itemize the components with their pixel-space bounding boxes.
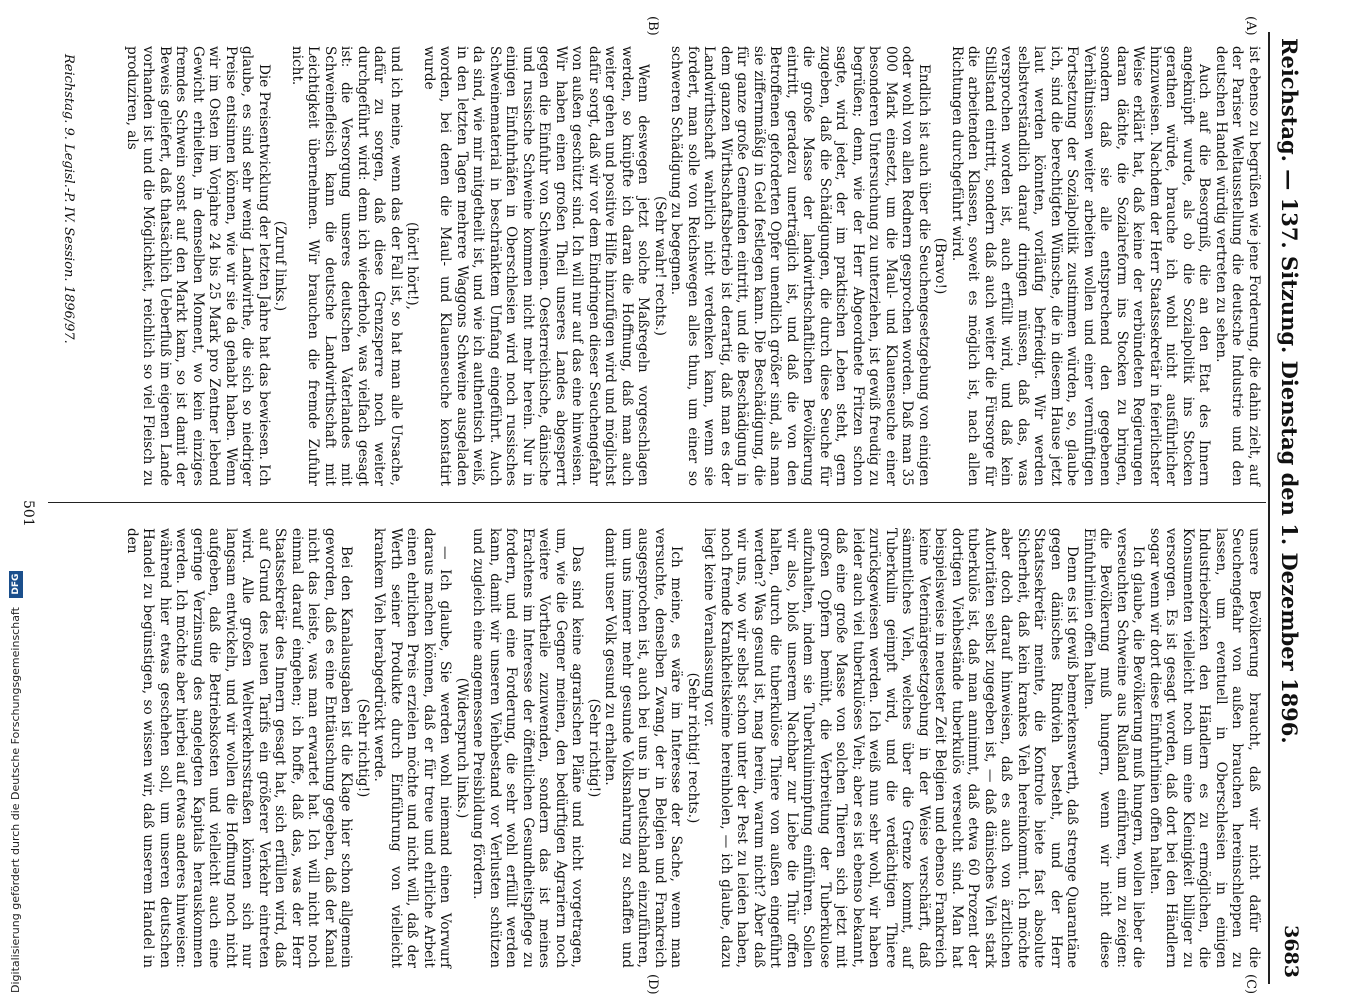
interjection: (Sehr richtig! rechts.) — [685, 672, 701, 824]
column-divider — [48, 502, 1266, 503]
interjection: (Widerspruch links.) — [454, 677, 470, 819]
header-title: Reichstag. — 137. Sitzung. Dienstag den 1. Dezember 1896. — [1277, 38, 1302, 744]
header-page-number: 3683 — [1280, 925, 1302, 978]
paragraph: Ich glaube, die Bevölkerung muß hungern, wollen lieber die verseuchten Schweine aus Rußland einführen, um zu zeigen: die Bevölkerung muß hungern, wenn wir nicht diese Einfuhrlinien offen halten. — [1081, 528, 1147, 968]
paragraph: — Ich glaube, Sie werden wohl niemand einen Vorwurf daraus machen können, daß er für treue und ehrliche Arbeit einen ehrlichen Preis erzielen möchte und nicht will, daß der Werth seiner Produkte durch Einführung von vielleicht krankem Vieh herabgedrückt werde. — [371, 528, 454, 968]
footer-page-number: 501 — [20, 500, 36, 527]
digitization-text: Digitalisierung gefördert durch die Deutsche Forschungsgemeinschaft — [9, 607, 22, 993]
interjection: (Sehr richtig!) — [586, 698, 602, 798]
interjection: (Sehr wahr! rechts.) — [652, 196, 668, 336]
paragraph: Wenn deswegen jetzt solche Maßregeln vorgeschlagen werden, so knüpfte ich daran die Hoffnung, daß man auch weiter gehen und positive Hilfe hinzufügen wird und möglichst dafür sorgt, daß wir vor dem Eindringen dieser Seuchengefahr von außen geschützt sind. Ich will nur auf das eine hinweisen. Wir haben einen großen Theil unseres Landes abgesperrt gegen die Einfuhr von Schweinen. Oesterreichische, dänische und russische Schweine kommen nicht mehr herein. Nur in einigen Einfuhrhäfen in Oberschlesien wird noch russisches Schweinematerial in beschränktem Umfang eingeführt. Auch da sind, wie mir mitgetheilt ist, und wie ich authentisch weiß, in den letzten Tagen mehrere Waggons Schweine ausgeladen worden, bei denen die Maul- und Klauenseuche konstatirt wurde — [421, 46, 652, 486]
header-rule — [1268, 32, 1270, 984]
paragraph: und ich meine, wenn das der Fall ist, so hat man alle Ursache, dafür zu sorgen, daß diese Grenzsperre noch weiter durchgeführt wird: denn ich wiederhole, was vielfach gesagt ist: die Versorgung unseres deutschen Vaterlandes mit Schweinefleisch kann die deutsche Landwirthschaft mit Leichtigkeit übernehmen. Wir brauchen die fremde Zufuhr nicht. — [289, 46, 404, 486]
paragraph: ist ebenso zu begrüßen wie jene Forderung, die dahin zielt, auf der Pariser Weltausstellung die deutsche Industrie und den deutschen Handel würdig vertreten zu sehen. — [1213, 46, 1262, 486]
margin-label-a: (A) — [1243, 16, 1258, 36]
right-column — [124, 528, 1263, 968]
margin-label-d: (D) — [645, 974, 660, 995]
margin-label-b: (B) — [645, 16, 660, 36]
paragraph: Die Preisentwicklung der letzten Jahre hat das bewiesen. Ich glaube, es sind sehr wenig Landwirthe, die sich so niedriger Preise entsinnen können, wie wir sie da gehabt haben. Wenn wir im Osten im Vorjahre 24 bis 25 Mark pro Zentner lebend Gewicht erhielten, in demselben Moment, wo kein einziges fremdes Schwein sonst auf den Markt kam, so ist damit der Beweis geliefert, daß thatsächlich Ueberfluß im eigenen Lande vorhanden ist und die Möglichkeit, reichlich so viel Fleisch zu produziren, als — [124, 46, 272, 486]
paragraph: unsere Bevölkerung braucht, daß wir nicht dafür die Seuchengefahr von außen brauchen hereinschleppen zu lassen, um eventuell in Oberschlesien in einigen Industriebezirken den Händlern es zu ermöglichen, die Konsumenten vielleicht noch um eine Kleinigkeit billiger zu versorgen. Es ist gesagt worden, daß dort bei den Händlern sogar wenn wir dort diese Einfuhrlinien offen halten. — [1147, 528, 1262, 968]
page-header — [1272, 38, 1302, 978]
dfg-logo: DFG — [9, 571, 23, 598]
interjection: (hört! hört!), — [404, 222, 421, 310]
paragraph: Denn es ist gewiß bemerkenswerth, daß strenge Quarantäne gegen dänisches Rindvieh besteht, und der Herr Staatssekretär meinte, die Kontrole biete fast absolute Sicherheit, daß kein krankes Vieh hereinkommt. Ich möchte aber doch darauf hinweisen, daß es auch von ärztlichen Autoritäten selbst zugegeben ist, — daß dänisches Vieh stark tuberkulös ist, daß man annimmt, daß etwa 60 Prozent der dortigen Viehbestände tuberkulös verseucht sind. Man hat beispielsweise in neuester Zeit Belgien und ebenso Frankreich keine Veterinärgesetzgebung in der Weise verschärft, daß sämmtliches Vieh, welches über die Grenze kommt, auf Tuberkulin geimpft wird, und die verdächtigen Thiere zurückgewiesen werden. Ich weiß nun sehr wohl, wir haben leider auch viel tuberkulöses Vieh; aber es ist ebenso bekannt, daß eine große Masse von solchen Thieren sich jetzt mit großen Opfern bemüht, die Verbreitung der Tuberkulose aufzuhalten, indem sie Tuberkulinimpfung einführen. Sollen wir also, bloß unserem Nachbar zur Liebe die Thür offen halten, durch die tuberkulöse Thiere von außen eingeführt werden? Was gesund ist, mag herein, warum nicht? Aber daß wir uns, wo wir selbst schon unter der Pest zu leiden haben, noch fremde Krankheitskeime hereinholen, — ich glaube, dazu liegt keine Veranlassung vor. — [701, 528, 1081, 968]
paragraph: Das sind keine agrarischen Pläne und nicht vorgetragen, um, wie die Gegner meinen, den bedürftigen Agrariern noch weitere Vortheile zuzuwenden, sondern das ist meines Erachtens im Interesse der öffentlichen Gesundheitspflege zu fordern, und eine Forderung, die sehr wohl erfüllt werden kann, damit wir unseren Viehbestand vor Verlusten schützen und zugleich eine angemessene Preisbildung fördern. — [470, 528, 586, 968]
footer-source: Reichstag. 9. Legisl.-P. IV. Session. 1896/97. — [61, 54, 76, 344]
left-column — [124, 46, 1263, 486]
margin-label-c: (C) — [1243, 974, 1258, 995]
paragraph: Endlich ist auch über die Seuchengesetzgebung von einigen oder wohl von allen Rednern gesprochen worden. Daß man 35 000 Mark einsetzt, um die Maul- und Klauenseuche einer besonderen Untersuchung zu unterziehen, ist gewiß freudig zu begrüßen; denn, wie der Herr Abgeordnete Fritzen schon sagte, wird jeder, der im praktischen Leben steht, gern zugeben, daß die Schädigungen, die durch diese Seuche für die große Masse der landwirthschaftlichen Bevölkerung eintritt, geradezu unerträglich ist, und daß die von den Betroffenen geforderten Opfer unendlich größer sind, als man sie ziffernmäßig in Geld festlegen kann. Die Beschädigung, die für ganze große Gemeinden eintritt, und die Beschädigung in dem ganzen Wirthschaftsbetrieb ist derartig, daß man es der Landwirthschaft wahrlich nicht verdenken kann, wenn sie fordert, man solle von Reichswegen alles thun, um einer so schweren Schädigung zu begegnen. — [668, 46, 932, 486]
interjection: (Zuruf links.) — [272, 220, 289, 312]
digitization-note — [4, 573, 28, 993]
paragraph: Ich meine, es wäre im Interesse der Sache, wenn man versuchte, denselben Zwang, der in Belgien und Frankreich ausgesprochen ist, auch bei uns in Deutschland einzuführen, um uns immer mehr gesunde Volksnahrung zu schaffen und damit unser Volk gesund zu erhalten. — [602, 528, 685, 968]
interjection: (Bravo!) — [932, 237, 949, 295]
scanned-page — [8, 8, 1308, 1008]
interjection: (Sehr richtig!) — [355, 698, 371, 798]
paragraph: Auch auf die Besorgniß, die an den Etat des Innern angeknüpft wurde, als ob die Sozialpolitik ins Stocken gerathen würde, brauche ich wohl nicht ausführlicher hinzuweisen. Nachdem der Herr Staatssekretär in feierlichster Weise erklärt hat, daß keine der verbündeten Regierungen daran dächte, die Sozialreform ins Stocken zu bringen, sondern daß sie alle entsprechend den gegebenen Verhältnissen weiter arbeiten wollen und einer vernünftigen Fortsetzung der Sozialpolitik zustimmen würden, so, glaube ich, sind die berechtigten Wünsche, die in diesem Hause jetzt laut werden könnten, vorläufig befriedigt. Wir werden selbstverständlich darauf dringen müssen, daß das, was versprochen worden ist, auch erfüllt wird, und daß kein Stillstand eintritt, sondern daß auch weiter die Fürsorge für die arbeitenden Klassen, soweit es möglich ist, nach allen Richtungen durchgeführt wird. — [949, 46, 1213, 486]
paragraph: Bei den Kanalausgaben ist die Klage hier schon allgemein geworden, daß es eine Enttäuschung gegeben, daß der Kanal nicht das leiste, was man erwartet hat. Ich will nicht noch einmal darauf eingehen; ich hoffe, daß das, was der Herr Staatssekretär des Innern gesagt hat, sich erfüllen wird, daß auf Grund des neuen Tarifs ein größerer Verkehr eintreten wird. Alle großen Weltverkehrsstraßen können sich nur langsam entwickeln, und wir wollen die Hoffnung noch nicht aufgeben, daß die Betriebskosten und vielleicht auch eine geringe Verzinsung des angelegten Kapitals herauskommen werden. Ich möchte aber hierbei auf etwas anderes hinweisen: während hier etwas geschehen soll, um unseren deutschen Handel zu begünstigen, so wissen wir, daß unserem Handel in den — [124, 528, 355, 968]
